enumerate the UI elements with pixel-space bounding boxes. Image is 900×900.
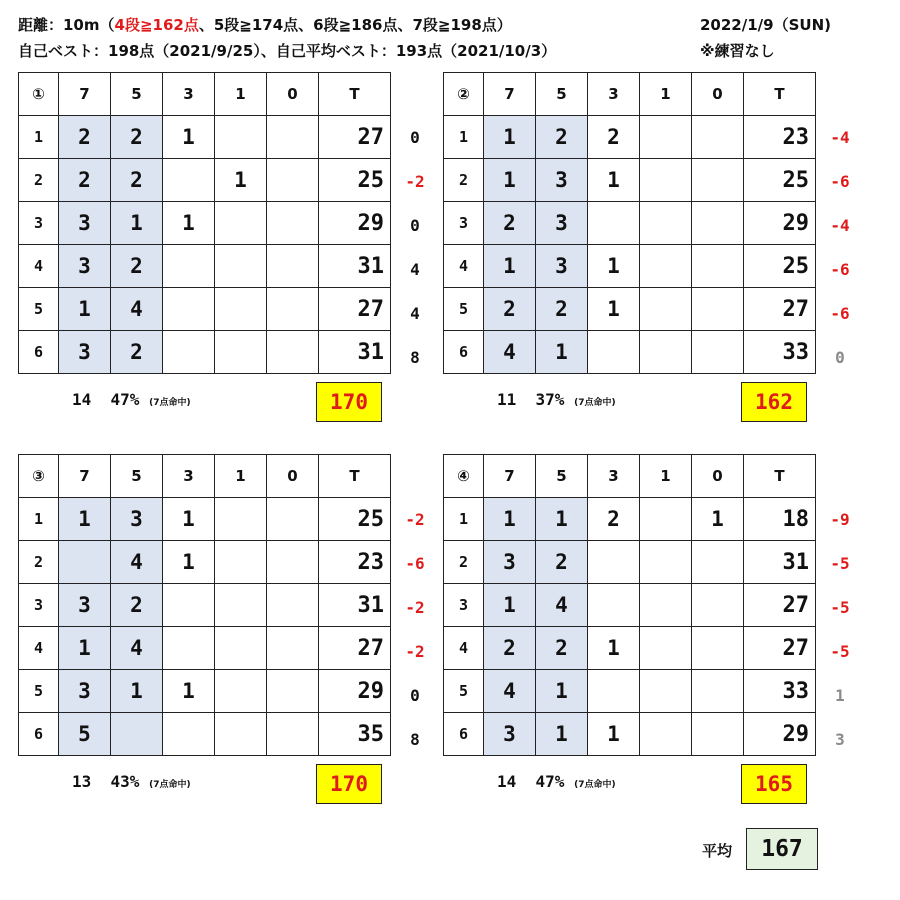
distance-rule-rest: 、5段≧174点、6段≧186点、7段≧198点） [198,16,512,34]
round-table-3 [18,454,391,756]
difference-value: -2 [405,510,425,529]
end-total: 31 [319,331,391,374]
hit-percent: 47% [110,390,140,409]
end-total: 31 [319,245,391,288]
count-cell [267,498,319,541]
difference-value: -2 [405,598,425,617]
column-header: 5 [111,455,163,498]
count-cell [640,288,692,331]
column-header: 7 [59,73,111,116]
count-cell [267,670,319,713]
end-total: 27 [319,288,391,331]
count-cell [267,331,319,374]
count-cell [588,202,640,245]
count-cell [163,159,215,202]
end-row [19,159,391,202]
end-number: 1 [444,116,484,159]
count-cell [640,670,692,713]
end-row [19,627,391,670]
end-total: 18 [744,498,816,541]
count-cell: 1 [588,713,640,756]
count-cell [588,584,640,627]
end-row [444,627,816,670]
column-header: 0 [692,73,744,116]
count-cell: 3 [536,245,588,288]
count-cell: 1 [59,627,111,670]
count-cell [267,584,319,627]
hit-percent: 37% [535,390,565,409]
end-total: 31 [319,584,391,627]
average-score: 167 [746,828,818,870]
count-cell [640,245,692,288]
count-cell [111,713,163,756]
end-number: 4 [444,627,484,670]
end-total: 33 [744,670,816,713]
count-cell [215,670,267,713]
count-cell: 2 [111,116,163,159]
average-label: 平均 [702,842,733,860]
end-row [19,116,391,159]
count-cell [588,331,640,374]
round-label: ① [19,73,59,116]
end-total: 25 [319,159,391,202]
count-cell [692,202,744,245]
end-row [444,288,816,331]
count-cell: 1 [111,202,163,245]
end-row [444,331,816,374]
end-total: 29 [744,713,816,756]
count-cell [588,541,640,584]
count-cell: 1 [588,245,640,288]
count-cell [215,331,267,374]
difference-value: -4 [830,128,850,147]
count-cell: 1 [588,288,640,331]
difference-value: 8 [410,730,420,749]
count-cell: 1 [163,670,215,713]
end-number: 6 [19,331,59,374]
hit-percent: 47% [535,772,565,791]
distance-rule-line [18,14,512,35]
count-cell [163,245,215,288]
difference-value: -2 [405,642,425,661]
column-header: 7 [484,455,536,498]
end-total: 27 [744,627,816,670]
end-total: 29 [744,202,816,245]
count-cell [640,202,692,245]
end-total: 27 [744,584,816,627]
end-total: 29 [319,202,391,245]
end-row [444,202,816,245]
hit-note: (7点命中) [149,780,191,790]
count-cell: 2 [536,627,588,670]
count-cell: 4 [111,627,163,670]
difference-value: 8 [410,348,420,367]
end-row [19,245,391,288]
end-number: 3 [444,584,484,627]
count-cell: 4 [484,331,536,374]
hit-percent: 43% [110,772,140,791]
end-total: 29 [319,670,391,713]
end-row [444,584,816,627]
count-cell: 2 [484,627,536,670]
end-row [444,541,816,584]
count-cell [267,713,319,756]
round-table-1 [18,72,391,374]
seven-point-hits: 14 [72,390,92,409]
column-header: T [319,455,391,498]
end-row [444,498,816,541]
count-cell: 1 [484,498,536,541]
difference-value: -6 [405,554,425,573]
end-number: 5 [444,288,484,331]
count-cell [215,245,267,288]
column-header: 7 [484,73,536,116]
count-cell [267,202,319,245]
count-cell: 3 [484,541,536,584]
difference-value: 4 [410,304,420,323]
end-total: 35 [319,713,391,756]
column-header: 0 [267,455,319,498]
hit-note: (7点命中) [574,398,616,408]
end-number: 2 [19,541,59,584]
count-cell [640,541,692,584]
hit-stats [72,772,191,791]
count-cell [163,584,215,627]
practice-note: ※練習なし [700,42,775,60]
round-label: ④ [444,455,484,498]
difference-value: -6 [830,304,850,323]
count-cell: 1 [536,713,588,756]
count-cell [163,288,215,331]
end-row [19,288,391,331]
hit-note: (7点命中) [574,780,616,790]
end-number: 5 [19,670,59,713]
column-header: T [744,455,816,498]
count-cell: 1 [59,288,111,331]
count-cell [215,202,267,245]
count-cell: 2 [588,116,640,159]
difference-value: -6 [830,260,850,279]
end-number: 3 [19,584,59,627]
seven-point-hits: 11 [497,390,517,409]
count-cell [267,159,319,202]
count-cell [692,116,744,159]
end-total: 23 [744,116,816,159]
count-cell [163,627,215,670]
column-header: 5 [111,73,163,116]
count-cell: 3 [59,245,111,288]
count-cell: 2 [111,331,163,374]
count-cell: 1 [536,498,588,541]
hit-note: (7点命中) [149,398,191,408]
round-total: 162 [741,382,807,422]
end-number: 6 [444,331,484,374]
column-header: 5 [536,73,588,116]
count-cell: 4 [111,541,163,584]
difference-value: 1 [835,686,845,705]
count-cell [215,584,267,627]
count-cell: 1 [111,670,163,713]
difference-value: -4 [830,216,850,235]
count-cell [215,116,267,159]
end-row [19,331,391,374]
column-header: 3 [163,73,215,116]
count-cell: 3 [536,159,588,202]
end-row [444,713,816,756]
count-cell [692,288,744,331]
difference-value: 0 [410,128,420,147]
count-cell [267,245,319,288]
count-cell: 2 [484,288,536,331]
count-cell: 1 [484,245,536,288]
column-header: 1 [640,73,692,116]
difference-value: 0 [410,686,420,705]
count-cell [640,159,692,202]
count-cell [267,541,319,584]
difference-value: -5 [830,598,850,617]
count-cell: 3 [59,670,111,713]
count-cell: 1 [692,498,744,541]
count-cell [59,541,111,584]
end-row [19,202,391,245]
count-cell [692,245,744,288]
end-number: 1 [19,498,59,541]
count-cell [215,713,267,756]
count-cell [588,670,640,713]
end-row [19,498,391,541]
difference-value: -5 [830,642,850,661]
end-total: 33 [744,331,816,374]
end-number: 2 [444,541,484,584]
count-cell: 2 [536,288,588,331]
column-header: 1 [640,455,692,498]
count-cell: 3 [59,331,111,374]
count-cell: 2 [588,498,640,541]
count-cell: 2 [111,584,163,627]
count-cell [692,541,744,584]
count-cell: 2 [536,116,588,159]
count-cell [215,627,267,670]
count-cell [267,116,319,159]
count-cell [163,331,215,374]
count-cell [640,584,692,627]
count-cell: 1 [588,159,640,202]
count-cell: 5 [59,713,111,756]
count-cell: 2 [536,541,588,584]
count-cell [640,498,692,541]
end-number: 5 [19,288,59,331]
seven-point-hits: 14 [497,772,517,791]
count-cell: 2 [484,202,536,245]
count-cell [163,713,215,756]
count-cell [267,288,319,331]
end-number: 2 [19,159,59,202]
difference-value: 0 [835,348,845,367]
end-row [19,541,391,584]
count-cell: 3 [111,498,163,541]
column-header: 5 [536,455,588,498]
column-header: 1 [215,455,267,498]
count-cell: 3 [484,713,536,756]
count-cell: 1 [163,202,215,245]
count-cell: 4 [484,670,536,713]
count-cell: 1 [536,331,588,374]
count-cell [267,627,319,670]
end-row [19,584,391,627]
count-cell [692,627,744,670]
difference-value: 4 [410,260,420,279]
count-cell [640,713,692,756]
difference-value: 0 [410,216,420,235]
end-row [444,245,816,288]
count-cell: 3 [59,202,111,245]
difference-value: -6 [830,172,850,191]
column-header: 1 [215,73,267,116]
column-header: 3 [588,73,640,116]
end-row [444,159,816,202]
round-total: 170 [316,382,382,422]
count-cell [692,159,744,202]
end-number: 4 [444,245,484,288]
count-cell [215,541,267,584]
end-row [444,670,816,713]
count-cell: 1 [163,541,215,584]
column-header: T [319,73,391,116]
count-cell: 1 [163,498,215,541]
distance-rule-prefix: 距離：10m（ [18,16,115,34]
count-cell [215,498,267,541]
count-cell: 1 [484,159,536,202]
count-cell: 1 [215,159,267,202]
count-cell: 2 [59,116,111,159]
difference-value: -9 [830,510,850,529]
end-number: 3 [444,202,484,245]
count-cell: 1 [59,498,111,541]
count-cell [692,584,744,627]
count-cell: 2 [111,245,163,288]
count-cell: 4 [111,288,163,331]
count-cell: 2 [59,159,111,202]
end-number: 4 [19,627,59,670]
hit-stats [497,390,616,409]
session-date: 2022/1/9（SUN) [700,16,831,34]
end-total: 27 [744,288,816,331]
end-total: 23 [319,541,391,584]
count-cell: 3 [59,584,111,627]
count-cell: 2 [111,159,163,202]
seven-point-hits: 13 [72,772,92,791]
round-table-4 [443,454,816,756]
difference-value: -2 [405,172,425,191]
end-number: 2 [444,159,484,202]
difference-value: -5 [830,554,850,573]
difference-value: 3 [835,730,845,749]
count-cell: 1 [536,670,588,713]
end-total: 25 [744,159,816,202]
personal-best-line: 自己ベスト：198点（2021/9/25）、自己平均ベスト：193点（2021/10/3） [18,42,557,60]
round-table-2 [443,72,816,374]
count-cell [692,670,744,713]
column-header: 0 [692,455,744,498]
count-cell [692,713,744,756]
end-row [444,116,816,159]
count-cell: 1 [484,116,536,159]
column-header: 7 [59,455,111,498]
end-total: 25 [319,498,391,541]
count-cell: 3 [536,202,588,245]
column-header: 0 [267,73,319,116]
end-number: 1 [19,116,59,159]
column-header: 3 [163,455,215,498]
round-total: 165 [741,764,807,804]
count-cell: 4 [536,584,588,627]
end-row [19,713,391,756]
count-cell [640,116,692,159]
count-cell: 1 [484,584,536,627]
end-number: 4 [19,245,59,288]
count-cell [640,627,692,670]
end-total: 27 [319,116,391,159]
end-number: 3 [19,202,59,245]
column-header: T [744,73,816,116]
end-total: 27 [319,627,391,670]
round-label: ③ [19,455,59,498]
count-cell [692,331,744,374]
round-total: 170 [316,764,382,804]
end-row [19,670,391,713]
count-cell: 1 [588,627,640,670]
distance-rule-4dan: 4段≧162点 [114,16,199,34]
end-number: 1 [444,498,484,541]
end-total: 31 [744,541,816,584]
column-header: 3 [588,455,640,498]
end-number: 5 [444,670,484,713]
hit-stats [72,390,191,409]
count-cell: 1 [163,116,215,159]
count-cell [640,331,692,374]
end-number: 6 [19,713,59,756]
count-cell [215,288,267,331]
end-total: 25 [744,245,816,288]
hit-stats [497,772,616,791]
round-label: ② [444,73,484,116]
end-number: 6 [444,713,484,756]
